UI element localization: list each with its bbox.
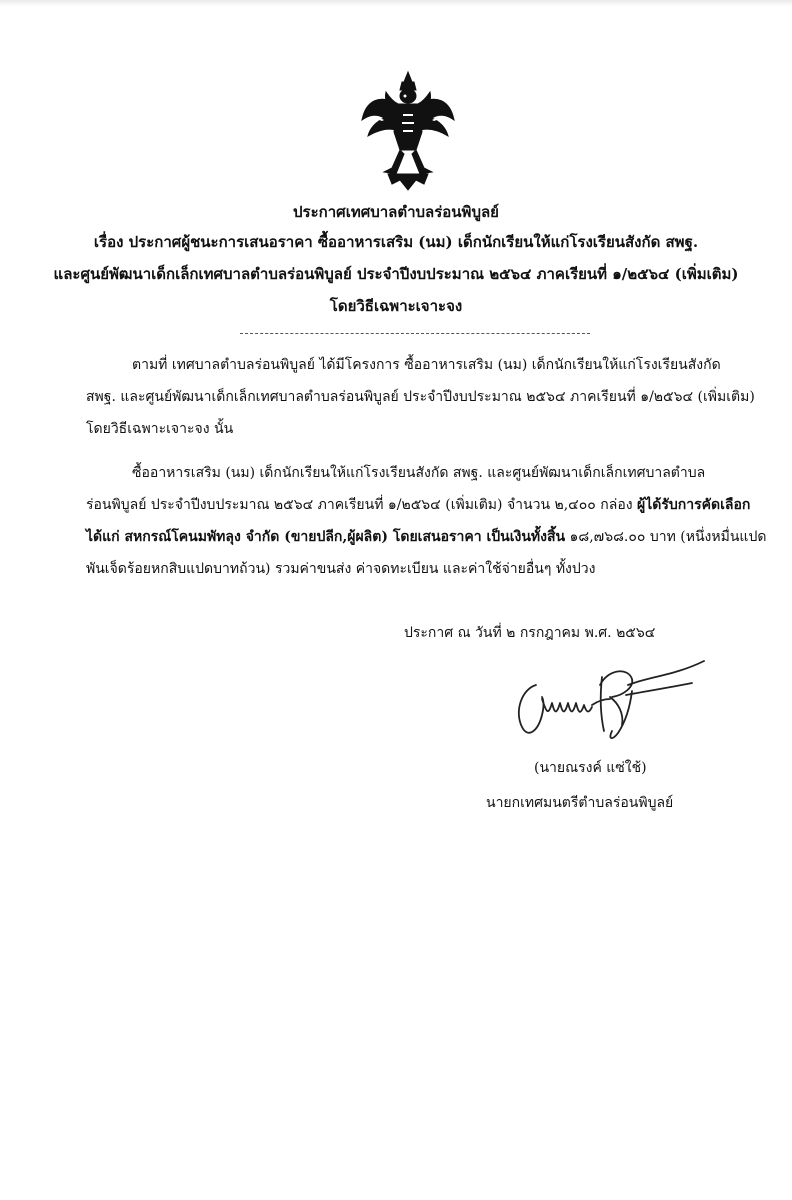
paragraph-2-line-4: พันเจ็ดร้อยหกสิบแปดบาทถ้วน) รวมค่าขนส่ง ค่าจดทะเบียน และค่าใช้จ่ายอื่นๆ ทั้งปวง <box>86 561 596 577</box>
paragraph-2-line-2-text: ร่อนพิบูลย์ ประจำปีงบประมาณ ๒๕๖๔ ภาคเรียนที่ ๑/๒๕๖๔ (เพิ่มเติม) จำนวน ๒,๔๐๐ กล่อง <box>86 497 638 513</box>
scan-edge <box>0 0 792 6</box>
issuing-organization: ประกาศเทศบาลตำบลร่อนพิบูลย์ <box>293 203 499 221</box>
paragraph-1-line-1: ตามที่ เทศบาลตำบลร่อนพิบูลย์ ได้มีโครงการ ซื้ออาหารเสริม (นม) เด็กนักเรียนให้แก่โรงเรียนสังกัด <box>132 357 721 373</box>
announcement-date: ประกาศ ณ วันที่ ๒ กรกฎาคม พ.ศ. ๒๕๖๔ <box>404 625 656 641</box>
subject-line-2: และศูนย์พัฒนาเด็กเล็กเทศบาลตำบลร่อนพิบูลย์ ประจำปีงบประมาณ ๒๕๖๔ ภาคเรียนที่ ๑/๒๕๖๔ (เพิ่มเติม) <box>53 265 739 283</box>
paragraph-1-line-3: โดยวิธีเฉพาะเจาะจง นั้น <box>86 421 234 437</box>
paragraph-1-line-2: สพฐ. และศูนย์พัฒนาเด็กเล็กเทศบาลตำบลร่อนพิบูลย์ ประจำปีงบประมาณ ๒๕๖๔ ภาคเรียนที่ ๑/๒๕๖๔ (เพิ่มเติม) <box>86 389 755 405</box>
winner-name: ได้แก่ สหกรณ์โคนมพัทลุง จำกัด (ขายปลีก,ผู้ผลิต) <box>86 529 393 545</box>
signer-name: (นายณรงค์ แซ่ใช้) <box>534 760 647 776</box>
subject-line-1: เรื่อง ประกาศผู้ชนะการเสนอราคา ซื้ออาหารเสริม (นม) เด็กนักเรียนให้แก่โรงเรียนสังกัด สพฐ. <box>93 233 699 251</box>
separator-line <box>240 333 590 334</box>
paragraph-2-line-2 <box>86 494 750 516</box>
offer-price-label: โดยเสนอราคา เป็นเงินทั้งสิ้น <box>392 529 566 545</box>
subject-line-3: โดยวิธีเฉพาะเจาะจง <box>329 297 463 315</box>
garuda-emblem-icon <box>358 70 458 195</box>
paragraph-2-line-3 <box>86 526 766 548</box>
selected-bidder-label: ผู้ได้รับการคัดเลือก <box>637 497 751 513</box>
offer-amount: ๑๘,๗๖๘.๐๐ บาท (หนึ่งหมื่นแปด <box>565 529 767 545</box>
signer-title: นายกเทศมนตรีตำบลร่อนพิบูลย์ <box>486 795 674 811</box>
paragraph-2-line-1: ซื้ออาหารเสริม (นม) เด็กนักเรียนให้แก่โรงเรียนสังกัด สพฐ. และศูนย์พัฒนาเด็กเล็กเทศบาลตำบล <box>132 465 706 481</box>
signature-icon <box>508 655 718 750</box>
